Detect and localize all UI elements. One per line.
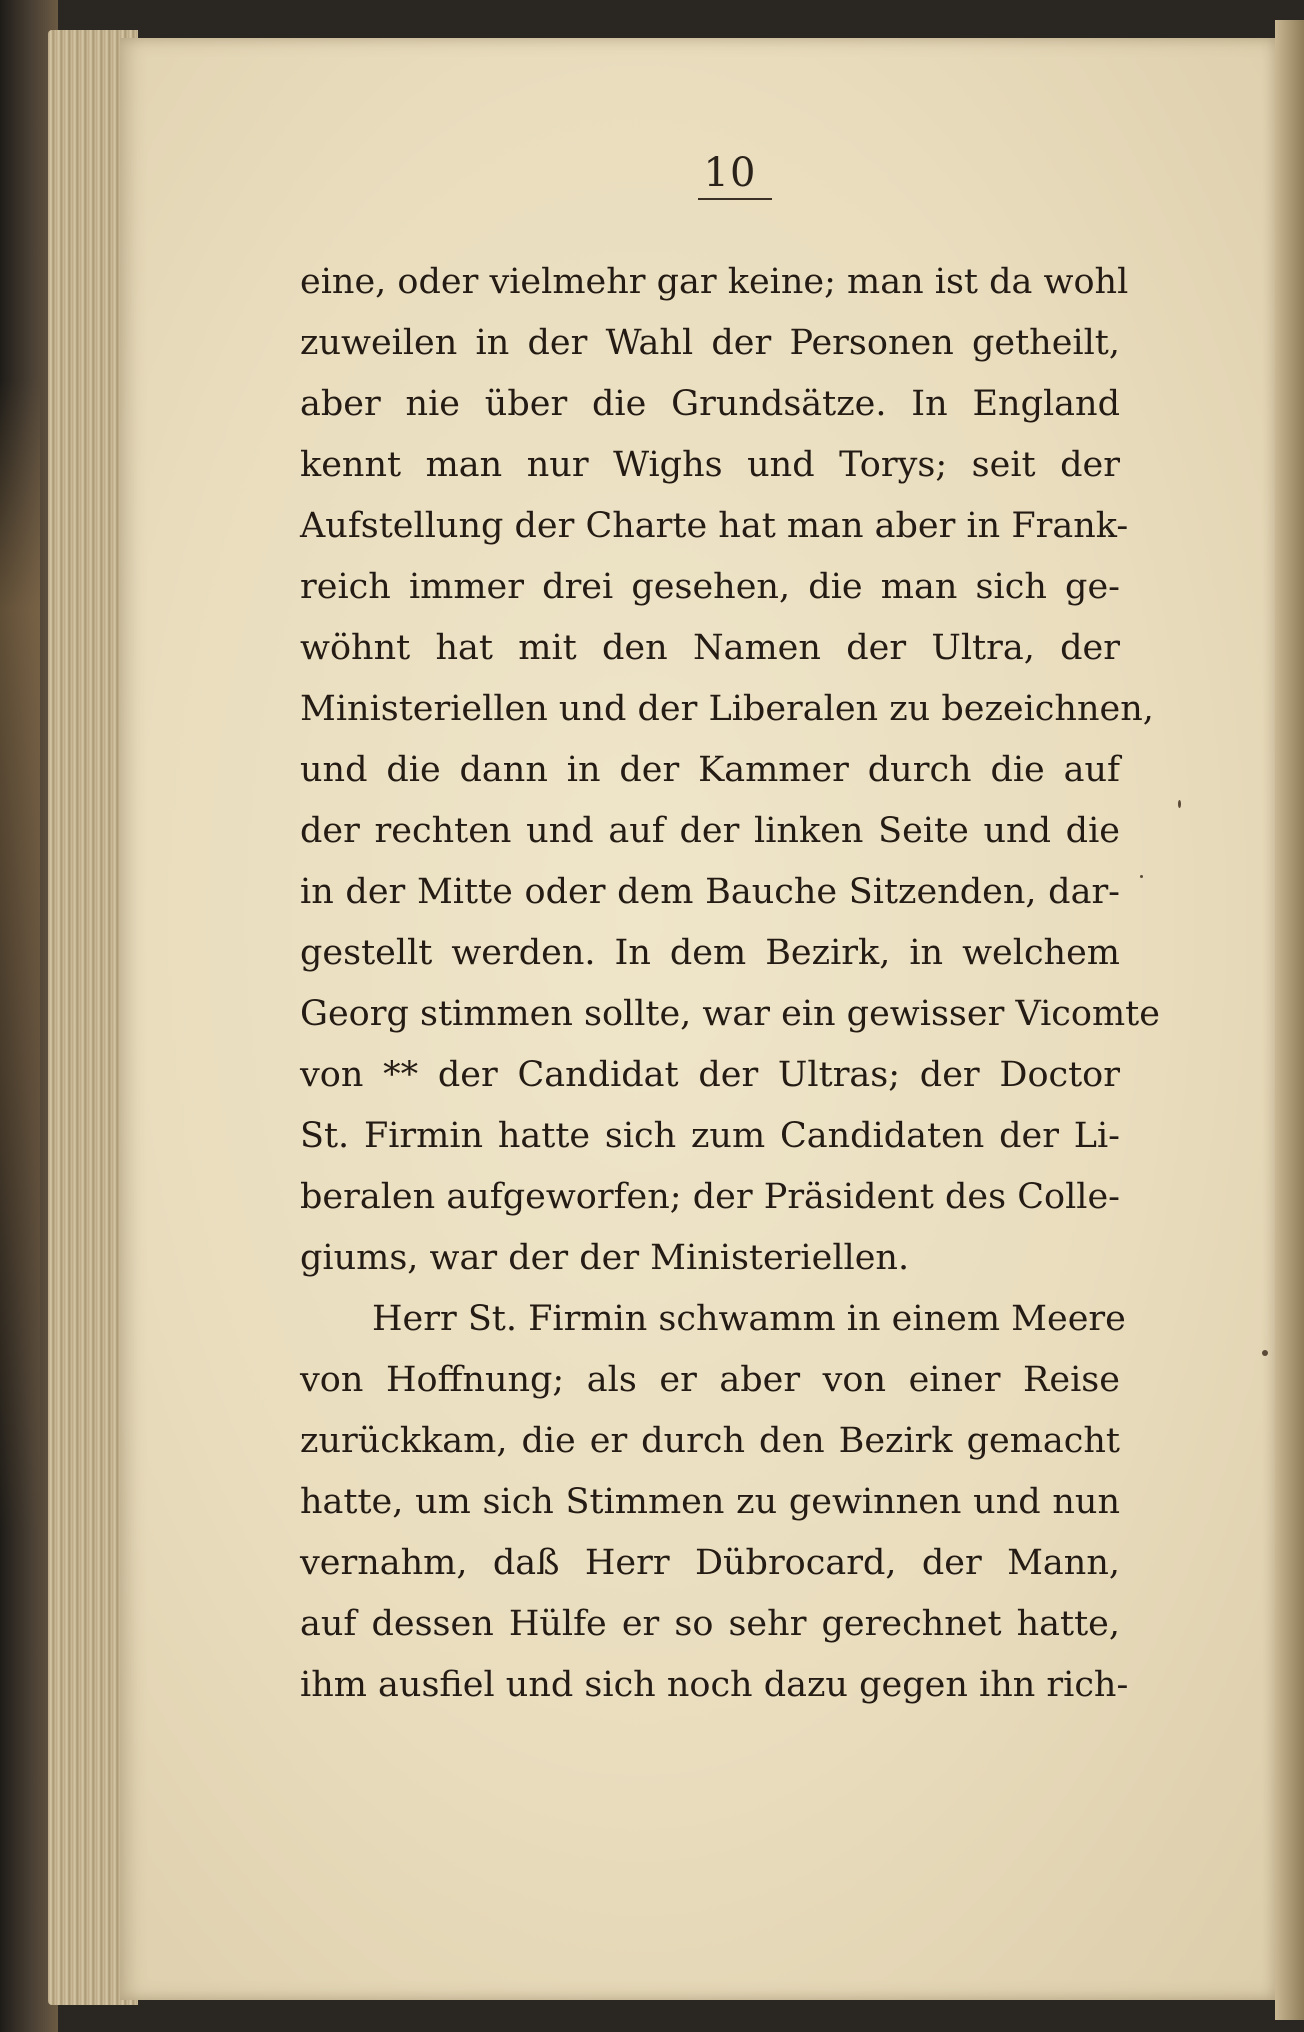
text-line: reich immer drei gesehen, die man sich ge-: [300, 567, 1120, 607]
paragraph-start-line: Herr St. Firmin schwamm in einem Meere: [372, 1299, 1126, 1339]
text-line: von Hoffnung; als er aber von einer Reise: [300, 1360, 1120, 1400]
text-line: Ministeriellen und der Liberalen zu bezeichnen,: [300, 689, 1154, 729]
text-line: in der Mitte oder dem Bauche Sitzenden, dar-: [300, 872, 1120, 912]
page-number: 10: [703, 150, 757, 196]
text-line: vernahm, daß Herr Dübrocard, der Mann,: [300, 1543, 1120, 1583]
paper-speck: [1178, 800, 1181, 808]
text-line: ihm ausfiel und sich noch dazu gegen ihn rich-: [300, 1665, 1129, 1705]
text-line: zuweilen in der Wahl der Personen getheilt,: [300, 323, 1120, 363]
text-line: und die dann in der Kammer durch die auf: [300, 750, 1120, 790]
text-line: Georg stimmen sollte, war ein gewisser Vicomte: [300, 994, 1160, 1034]
text-line: gestellt werden. In dem Bezirk, in welchem: [300, 933, 1120, 973]
paper-speck: [1262, 1350, 1268, 1356]
text-line: St. Firmin hatte sich zum Candidaten der Li-: [300, 1116, 1120, 1156]
binding-wear: [0, 380, 40, 1530]
text-line: der rechten und auf der linken Seite und die: [300, 811, 1120, 851]
right-page-edge: [1275, 20, 1304, 2020]
paper-speck: [1140, 875, 1143, 878]
text-line: hatte, um sich Stimmen zu gewinnen und nun: [300, 1482, 1120, 1522]
text-line: aber nie über die Grundsätze. In England: [300, 384, 1120, 424]
text-line: wöhnt hat mit den Namen der Ultra, der: [300, 628, 1120, 668]
text-line: eine, oder vielmehr gar keine; man ist da wohl: [300, 262, 1129, 302]
text-line: kennt man nur Wighs und Torys; seit der: [300, 445, 1120, 485]
text-line: Aufstellung der Charte hat man aber in Frank-: [300, 506, 1129, 546]
body-text: [300, 252, 1160, 1716]
paragraph-end-line: giums, war der der Ministeriellen.: [300, 1238, 910, 1278]
text-line: beralen aufgeworfen; der Präsident des Colle-: [300, 1177, 1120, 1217]
text-line: auf dessen Hülfe er so sehr gerechnet hatte,: [300, 1604, 1120, 1644]
text-line: zurückkam, die er durch den Bezirk gemacht: [300, 1421, 1120, 1461]
page-number-rule: [698, 198, 772, 200]
text-line: von ** der Candidat der Ultras; der Doctor: [300, 1055, 1120, 1095]
